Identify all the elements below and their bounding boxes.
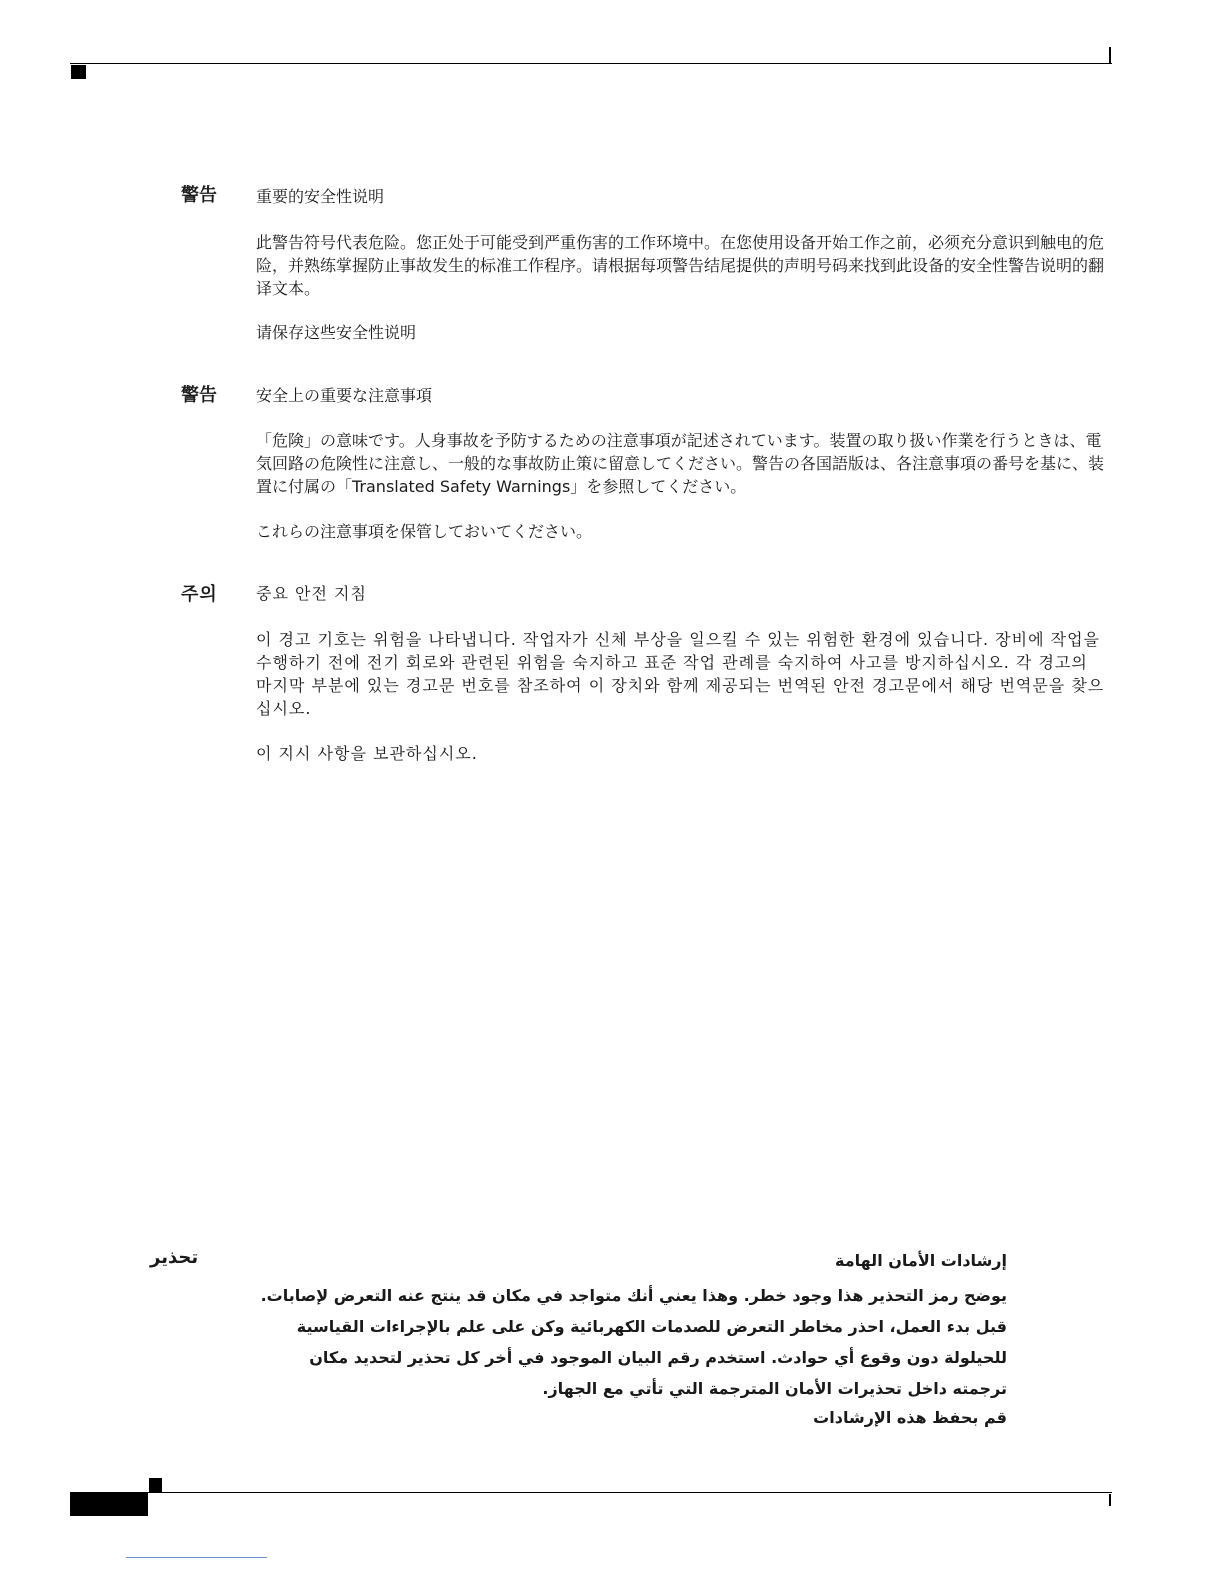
footer-rule [148,1492,1112,1493]
warning-title-ar: إرشادات الأمان الهامة [835,1251,1007,1270]
footer-bar [70,1492,148,1516]
warning-title-ja: 安全上の重要な注意事項 [256,386,433,405]
warning-save-ja: これらの注意事項を保管しておいてください。 [256,522,593,541]
warning-label-ar: تحذير [150,1247,199,1268]
header-marker [71,65,86,79]
warning-title-ko: 중요 안전 지침 [256,584,367,603]
footer-tick [1109,1494,1111,1506]
warning-body-zh: 此警告符号代表危险。您正处于可能受到严重伤害的工作环境中。在您使用设备开始工作之前，必须充分意识到触电的危险，并熟练掌握防止事故发生的标准工作程序。请根据每项警告结尾提供的声明号码来找到此设备的安全性警告说明的翻译文本。 [256,233,1105,298]
warning-body-ar: يوضح رمز التحذير هذا وجود خطر. وهذا يعني أنك متواجد في مكان قد ينتج عنه التعرض لإصابات. قبل بدء العمل، احذر مخاطر التعرض للصدمات الكهربائية وكن على علم بالإجراءات القياسية للحيلولة دون وقوع أي حوادث. استخدم رقم البيان الموجود في أخر كل تحذير لتحديد مكان ترجمته داخل تحذيرات الأمان المترجمة التي تأتي مع الجهاز. [260,1286,1007,1398]
warning-label-ko: 주의 [181,584,218,605]
warning-body-ko: 이 경고 기호는 위험을 나타냅니다. 작업자가 신체 부상을 일으킬 수 있는 위험한 환경에 있습니다. 장비에 작업을 수행하기 전에 전기 회로와 관련된 위험을 숙지하고 표준 작업 관례를 숙지하여 사고를 방지하십시오. 각 경고의 마지막 부분에 있는 경고문 번호를 참조하여 이 장치와 함께 제공되는 번역된 안전 경고문에서 해당 번역문을 찾으십시오. [256,630,1105,718]
warning-label-ja: 警告 [181,385,217,406]
footer-link-underline [126,1557,267,1558]
warning-block-ar [250,1248,1007,1432]
header-rule [70,63,1112,64]
footer-marker [149,1478,162,1492]
warning-save-zh: 请保存这些安全性说明 [256,323,417,342]
warning-label-zh: 警告 [181,185,217,206]
header-tick [1109,47,1111,64]
warning-title-zh: 重要的安全性说明 [256,187,385,206]
warning-body-ja: 「危険」の意味です。人身事故を予防するための注意事項が記述されています。装置の取り扱い作業を行うときは、電気回路の危険性に注意し、一般的な事故防止策に留意してください。警告の各国語版は、各注意事項の番号を基に、装置に付属の「Translated Safety Warnings」を参照してください。 [256,431,1105,496]
warning-save-ar: قم بحفظ هذه الإرشادات [813,1408,1007,1427]
warning-save-ko: 이 지시 사항을 보관하십시오. [256,744,478,763]
